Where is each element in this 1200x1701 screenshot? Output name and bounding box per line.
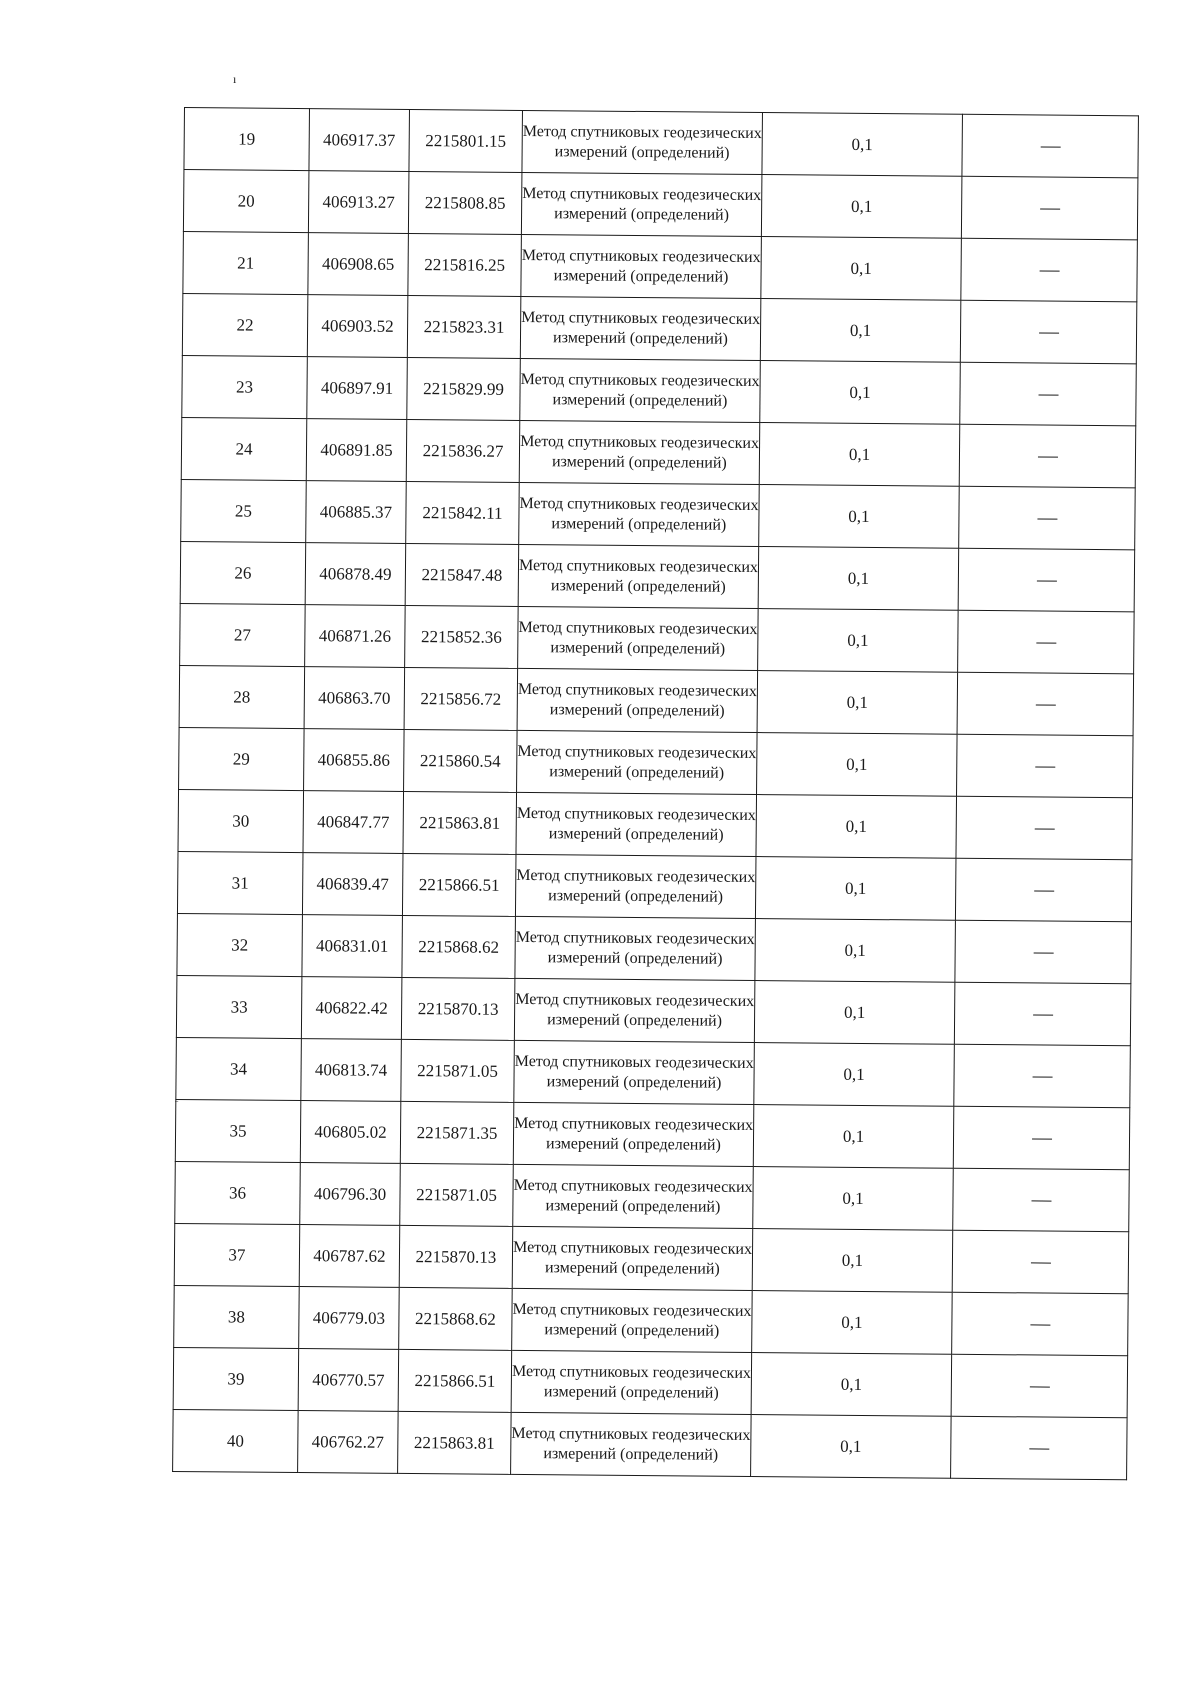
table-row	[184, 108, 1139, 178]
point-number-cell: 25	[181, 479, 307, 542]
y-coordinate-cell: 2215847.48	[405, 543, 519, 606]
note-cell	[961, 176, 1138, 240]
y-coordinate-cell: 2215871.05	[400, 1163, 514, 1226]
point-number-cell: 26	[180, 541, 306, 604]
y-coordinate-cell: 2215870.13	[399, 1225, 513, 1288]
x-coordinate-cell: 406885.37	[306, 481, 407, 544]
note-dash	[1036, 643, 1056, 644]
x-coordinate-cell: 406822.42	[301, 977, 402, 1040]
table-row	[175, 1099, 1130, 1169]
accuracy-cell: 0,1	[758, 547, 959, 611]
note-cell	[960, 300, 1137, 364]
point-number-cell: 19	[184, 108, 310, 171]
x-coordinate-cell: 406908.65	[308, 233, 409, 296]
point-number-cell: 40	[173, 1409, 299, 1472]
method-cell: Метод спутниковых геодезических измерений (определений)	[520, 358, 761, 422]
accuracy-cell: 0,1	[761, 175, 962, 239]
note-cell	[953, 1168, 1130, 1232]
table-row	[181, 417, 1136, 487]
point-number-cell: 37	[174, 1223, 300, 1286]
point-number-cell: 24	[181, 417, 307, 480]
x-coordinate-cell: 406863.70	[304, 667, 405, 730]
method-cell: Метод спутниковых геодезических измерений (определений)	[512, 1288, 753, 1352]
table-row	[178, 789, 1133, 859]
note-cell	[951, 1416, 1128, 1480]
table-row	[175, 1161, 1130, 1231]
method-cell: Метод спутниковых геодезических измерений (определений)	[521, 172, 762, 236]
page-mark: ı	[233, 72, 237, 86]
point-number-cell: 27	[180, 603, 306, 666]
x-coordinate-cell: 406779.03	[299, 1287, 400, 1350]
note-dash	[1032, 1077, 1052, 1078]
table-row	[177, 913, 1132, 983]
y-coordinate-cell: 2215871.35	[400, 1101, 514, 1164]
table-row	[180, 541, 1135, 611]
point-number-cell: 22	[182, 293, 308, 356]
note-dash	[1037, 519, 1057, 520]
point-number-cell: 38	[174, 1285, 300, 1348]
table-row	[176, 975, 1131, 1045]
method-cell: Метод спутниковых геодезических измерений (определений)	[514, 978, 755, 1042]
table-row	[174, 1285, 1129, 1355]
accuracy-cell: 0,1	[755, 857, 956, 921]
note-cell	[961, 238, 1138, 302]
accuracy-cell: 0,1	[753, 1105, 954, 1169]
note-dash	[1034, 829, 1054, 830]
y-coordinate-cell: 2215871.05	[401, 1039, 515, 1102]
accuracy-cell: 0,1	[755, 919, 956, 983]
note-dash	[1033, 1015, 1053, 1016]
point-number-cell: 20	[183, 170, 309, 233]
note-dash	[1029, 1387, 1049, 1388]
accuracy-cell: 0,1	[751, 1414, 952, 1478]
method-cell: Метод спутниковых геодезических измерений (определений)	[511, 1412, 752, 1476]
point-number-cell: 33	[176, 975, 302, 1038]
accuracy-cell: 0,1	[754, 981, 955, 1045]
note-cell	[952, 1292, 1129, 1356]
table-row	[174, 1223, 1129, 1293]
table-row	[173, 1347, 1128, 1417]
accuracy-cell: 0,1	[760, 299, 961, 363]
y-coordinate-cell: 2215863.81	[403, 791, 517, 854]
note-dash	[1034, 891, 1054, 892]
table-row	[182, 355, 1137, 425]
note-cell	[959, 424, 1136, 488]
coordinates-table-body	[173, 108, 1139, 1480]
note-cell	[957, 672, 1134, 736]
note-cell	[955, 920, 1132, 984]
table-row	[173, 1409, 1128, 1479]
x-coordinate-cell: 406891.85	[306, 419, 407, 482]
point-number-cell: 39	[173, 1347, 299, 1410]
point-number-cell: 31	[177, 851, 303, 914]
method-cell: Метод спутниковых геодезических измерений (определений)	[520, 296, 761, 360]
x-coordinate-cell: 406847.77	[303, 791, 404, 854]
method-cell: Метод спутниковых геодезических измерений (определений)	[517, 668, 758, 732]
accuracy-cell: 0,1	[762, 113, 963, 177]
note-cell	[957, 734, 1134, 798]
y-coordinate-cell: 2215868.62	[402, 915, 516, 978]
method-cell: Метод спутниковых геодезических измерений (определений)	[519, 420, 760, 484]
method-cell: Метод спутниковых геодезических измерений (определений)	[519, 482, 760, 546]
note-dash	[1035, 767, 1055, 768]
note-dash	[1033, 953, 1053, 954]
table-row	[179, 665, 1134, 735]
point-number-cell: 35	[175, 1099, 301, 1162]
y-coordinate-cell: 2215868.62	[399, 1287, 513, 1350]
y-coordinate-cell: 2215816.25	[408, 233, 522, 296]
x-coordinate-cell: 406796.30	[300, 1163, 401, 1226]
point-number-cell: 29	[179, 727, 305, 790]
note-cell	[958, 610, 1135, 674]
x-coordinate-cell: 406878.49	[305, 543, 406, 606]
x-coordinate-cell: 406917.37	[309, 109, 410, 172]
note-dash	[1040, 147, 1060, 148]
note-dash	[1032, 1139, 1052, 1140]
y-coordinate-cell: 2215863.81	[398, 1411, 512, 1474]
table-row	[180, 603, 1135, 673]
method-cell: Метод спутниковых геодезических измерений (определений)	[512, 1226, 753, 1290]
note-cell	[954, 982, 1131, 1046]
y-coordinate-cell: 2215852.36	[405, 605, 519, 668]
accuracy-cell: 0,1	[752, 1291, 953, 1355]
accuracy-cell: 0,1	[751, 1353, 952, 1417]
point-number-cell: 32	[177, 913, 303, 976]
accuracy-cell: 0,1	[761, 237, 962, 301]
accuracy-cell: 0,1	[757, 671, 958, 735]
note-dash	[1035, 705, 1055, 706]
note-cell	[960, 362, 1137, 426]
stray-mark: ˍ	[175, 1092, 179, 1103]
note-cell	[962, 114, 1139, 178]
x-coordinate-cell: 406813.74	[301, 1039, 402, 1102]
x-coordinate-cell: 406762.27	[298, 1411, 399, 1474]
note-cell	[958, 548, 1135, 612]
note-dash	[1039, 333, 1059, 334]
accuracy-cell: 0,1	[757, 733, 958, 797]
accuracy-cell: 0,1	[759, 485, 960, 549]
y-coordinate-cell: 2215870.13	[401, 977, 515, 1040]
note-dash	[1036, 581, 1056, 582]
method-cell: Метод спутниковых геодезических измерений (определений)	[514, 1040, 755, 1104]
note-dash	[1037, 457, 1057, 458]
note-dash	[1038, 395, 1058, 396]
method-cell: Метод спутниковых геодезических измерений (определений)	[518, 606, 759, 670]
method-cell: Метод спутниковых геодезических измерений (определений)	[515, 916, 756, 980]
note-dash	[1029, 1449, 1049, 1450]
point-number-cell: 36	[175, 1161, 301, 1224]
accuracy-cell: 0,1	[752, 1229, 953, 1293]
y-coordinate-cell: 2215829.99	[407, 357, 521, 420]
y-coordinate-cell: 2215860.54	[404, 729, 518, 792]
note-cell	[953, 1106, 1130, 1170]
x-coordinate-cell: 406913.27	[308, 171, 409, 234]
y-coordinate-cell: 2215842.11	[406, 481, 520, 544]
accuracy-cell: 0,1	[756, 795, 957, 859]
x-coordinate-cell: 406897.91	[307, 357, 408, 420]
y-coordinate-cell: 2215836.27	[406, 419, 520, 482]
table-row	[182, 293, 1137, 363]
point-number-cell: 28	[179, 665, 305, 728]
method-cell: Метод спутниковых геодезических измерений (определений)	[516, 792, 757, 856]
note-cell	[956, 796, 1133, 860]
y-coordinate-cell: 2215801.15	[409, 109, 523, 172]
y-coordinate-cell: 2215866.51	[398, 1349, 512, 1412]
accuracy-cell: 0,1	[758, 609, 959, 673]
table-row	[179, 727, 1134, 797]
y-coordinate-cell: 2215866.51	[402, 853, 516, 916]
accuracy-cell: 0,1	[753, 1167, 954, 1231]
method-cell: Метод спутниковых геодезических измерений (определений)	[522, 110, 763, 174]
note-dash	[1031, 1201, 1051, 1202]
note-dash	[1030, 1325, 1050, 1326]
table-row	[183, 231, 1138, 301]
method-cell: Метод спутниковых геодезических измерений (определений)	[513, 1102, 754, 1166]
note-dash	[1039, 271, 1059, 272]
note-cell	[959, 486, 1136, 550]
method-cell: Метод спутниковых геодезических измерений (определений)	[518, 544, 759, 608]
point-number-cell: 23	[182, 355, 308, 418]
method-cell: Метод спутниковых геодезических измерений (определений)	[521, 234, 762, 298]
method-cell: Метод спутниковых геодезических измерений (определений)	[511, 1350, 752, 1414]
x-coordinate-cell: 406871.26	[305, 605, 406, 668]
note-cell	[955, 858, 1132, 922]
method-cell: Метод спутниковых геодезических измерений (определений)	[517, 730, 758, 794]
x-coordinate-cell: 406855.86	[304, 729, 405, 792]
table-row	[176, 1037, 1131, 1107]
x-coordinate-cell: 406805.02	[300, 1101, 401, 1164]
point-number-cell: 34	[176, 1037, 302, 1100]
table-row	[183, 170, 1138, 240]
x-coordinate-cell: 406903.52	[307, 295, 408, 358]
note-cell	[952, 1230, 1129, 1294]
x-coordinate-cell: 406770.57	[298, 1349, 399, 1412]
y-coordinate-cell: 2215856.72	[404, 667, 518, 730]
x-coordinate-cell: 406787.62	[299, 1225, 400, 1288]
method-cell: Метод спутниковых геодезических измерений (определений)	[513, 1164, 754, 1228]
point-number-cell: 21	[183, 231, 309, 294]
note-cell	[951, 1354, 1128, 1418]
accuracy-cell: 0,1	[759, 423, 960, 487]
accuracy-cell: 0,1	[754, 1043, 955, 1107]
point-number-cell: 30	[178, 789, 304, 852]
y-coordinate-cell: 2215823.31	[407, 295, 521, 358]
note-cell	[954, 1044, 1131, 1108]
note-dash	[1030, 1263, 1050, 1264]
y-coordinate-cell: 2215808.85	[408, 171, 522, 234]
x-coordinate-cell: 406831.01	[302, 915, 403, 978]
accuracy-cell: 0,1	[760, 361, 961, 425]
note-dash	[1040, 209, 1060, 210]
method-cell: Метод спутниковых геодезических измерений (определений)	[515, 854, 756, 918]
x-coordinate-cell: 406839.47	[302, 853, 403, 916]
coordinates-table	[172, 107, 1139, 1480]
table-row	[177, 851, 1132, 921]
table-row	[181, 479, 1136, 549]
